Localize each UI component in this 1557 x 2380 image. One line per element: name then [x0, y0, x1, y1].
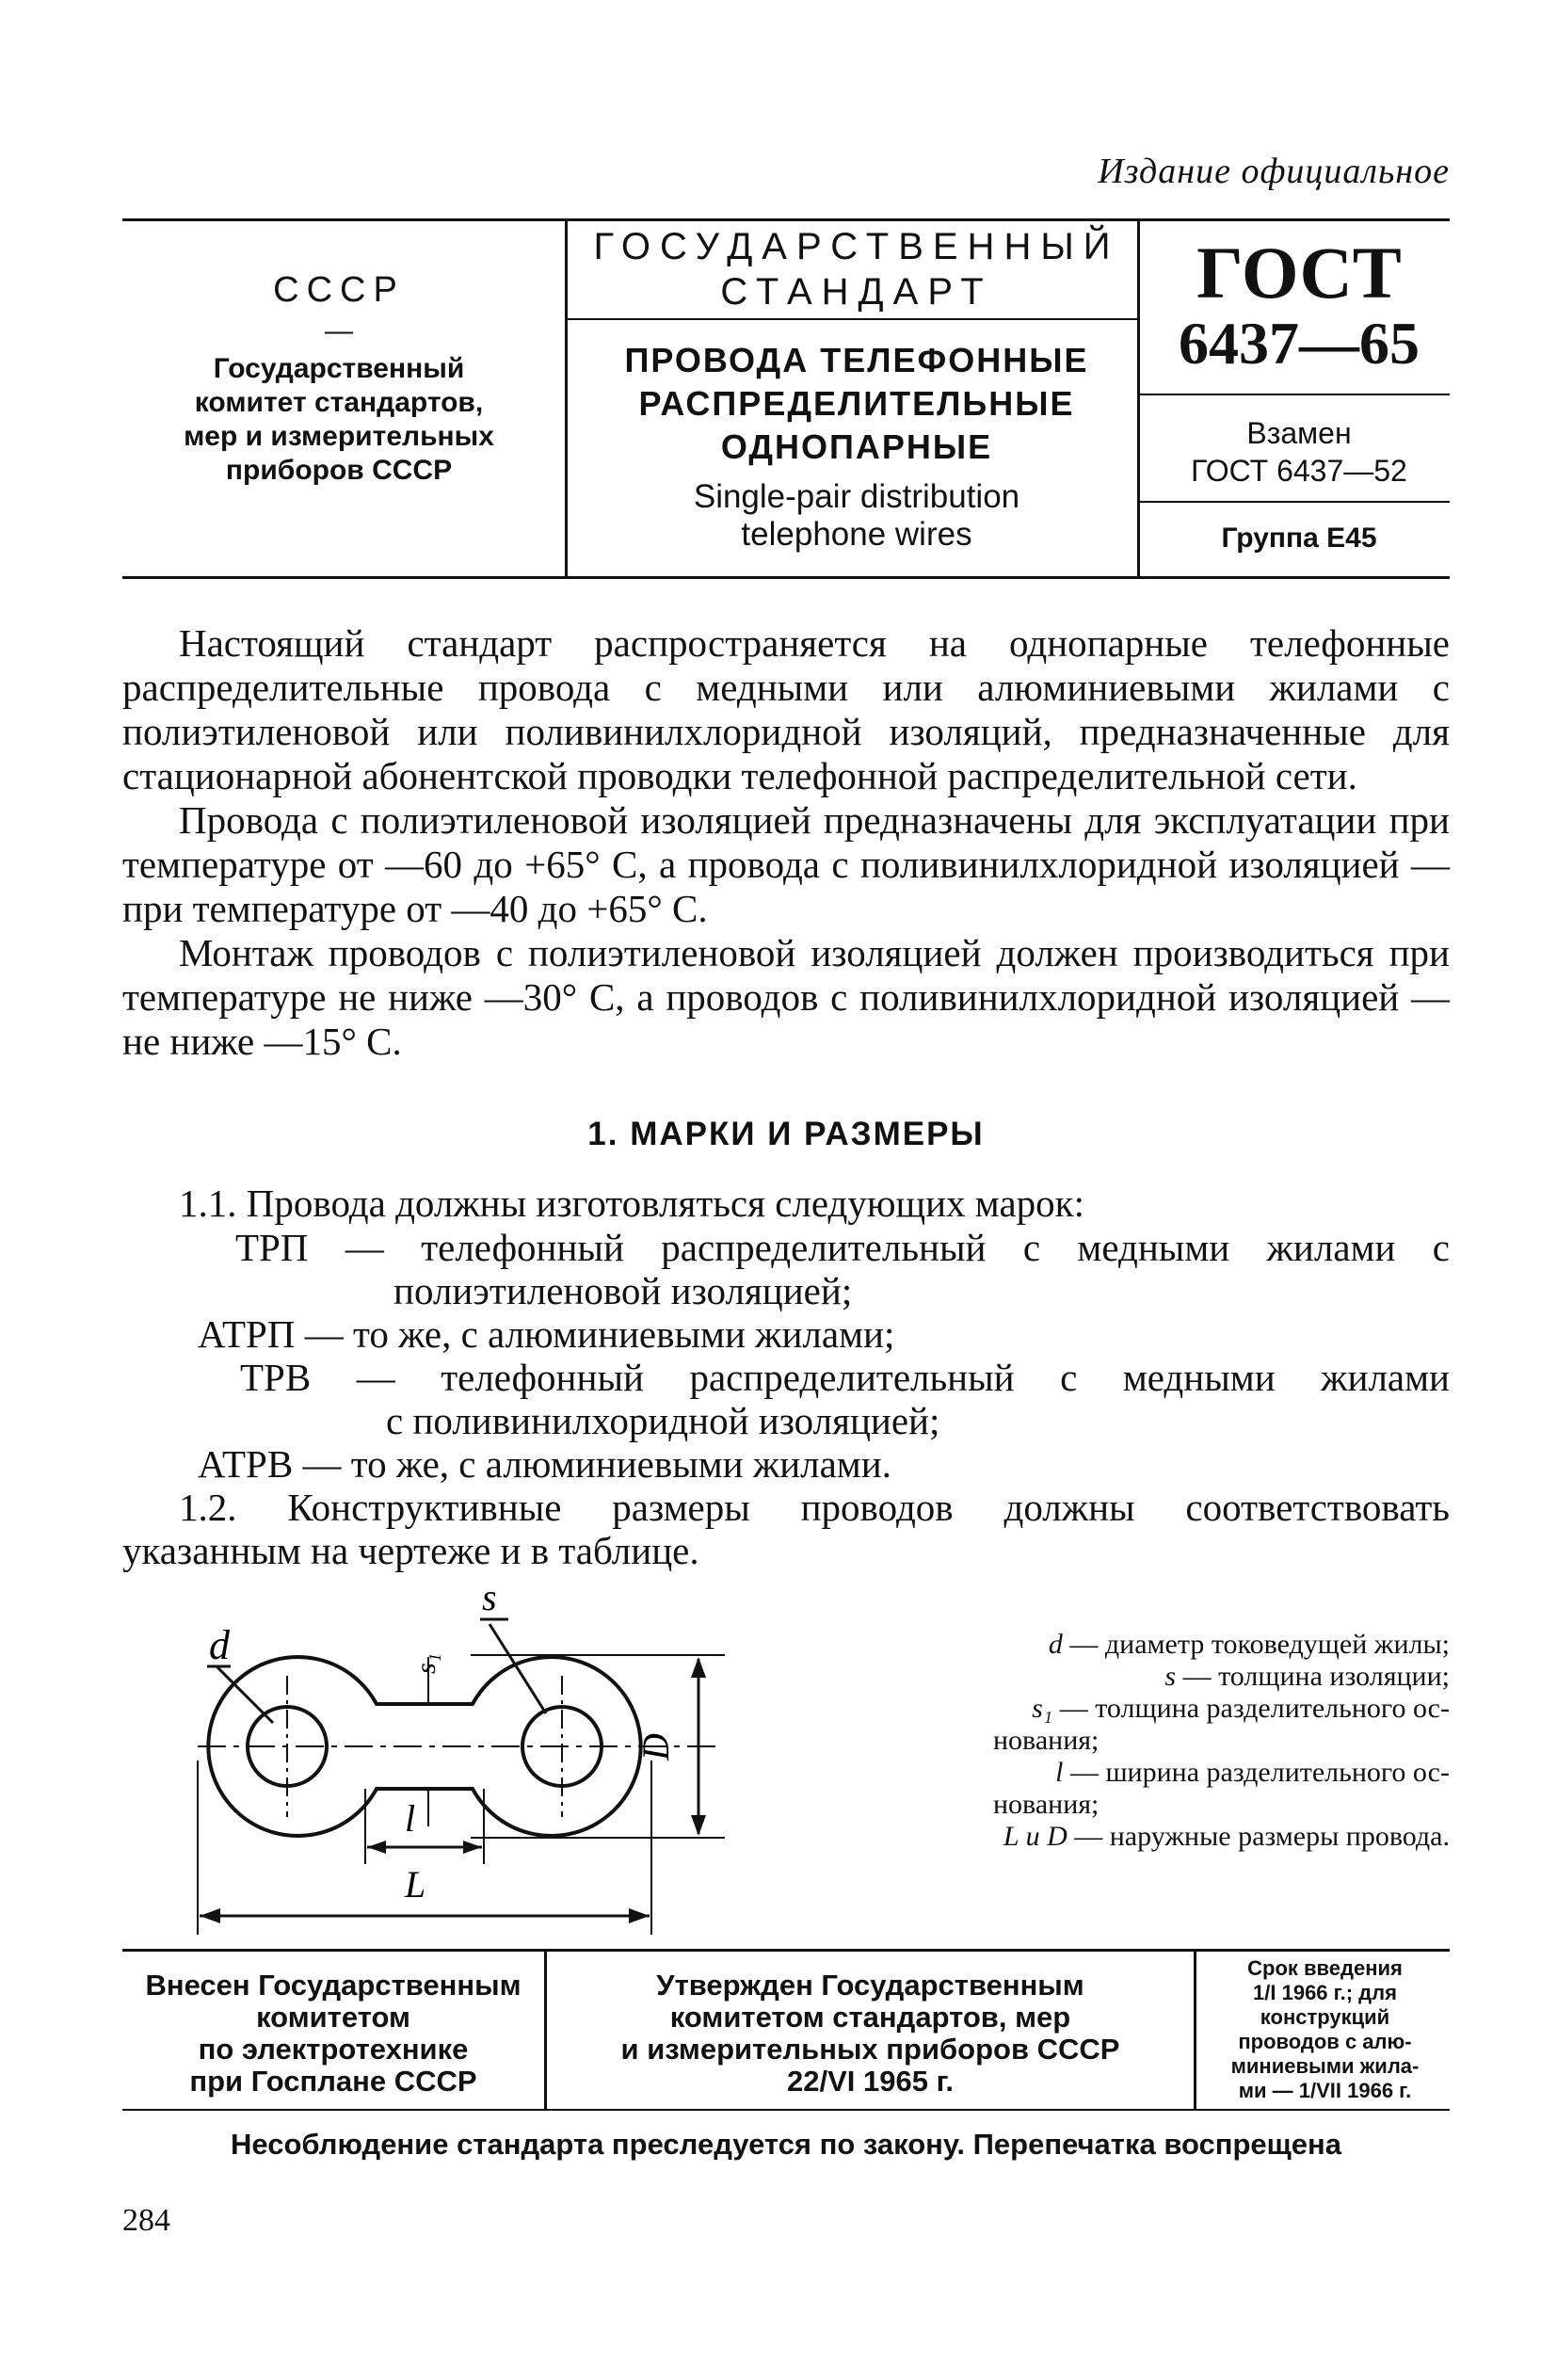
- document-title-ru: [574, 339, 1139, 469]
- gost-label: ГОСТ: [1196, 232, 1402, 314]
- legend-item: [828, 1821, 1450, 1853]
- committee-line: комитет стандартов,: [194, 387, 484, 418]
- label-s1: s₁: [410, 1652, 441, 1674]
- issuer-cell: [122, 270, 555, 488]
- replaces-line: ГОСТ 6437—52: [1191, 454, 1407, 488]
- footer-bottom-rule: [122, 2109, 1450, 2111]
- clause-1-1: 1.1. Провода должны изготовляться следующих марок:: [179, 1182, 1084, 1225]
- brand-atrp: АТРП — то же, с алюминиевыми жилами;: [198, 1312, 895, 1356]
- l-arrow-left: [367, 1841, 386, 1854]
- approved-line: и измерительных приборов СССР: [620, 2033, 1120, 2066]
- committee-line: мер и измерительных: [184, 421, 494, 452]
- approved-line: Утвержден Государственным: [656, 1969, 1084, 2002]
- legend-text: — ширина разделительного ос-: [1063, 1757, 1450, 1788]
- introduced-line: Внесен Государственным: [145, 1969, 522, 2002]
- legend-text: нования;: [993, 1789, 1100, 1820]
- edition-label: Издание официальное: [1098, 152, 1450, 191]
- legend-text: — толщина изоляции;: [1176, 1661, 1450, 1692]
- clause-1-2-cont: указанным на чертеже и в таблице.: [122, 1529, 699, 1572]
- page-number: 284: [122, 2203, 170, 2238]
- label-L: L: [405, 1863, 426, 1906]
- approved-by: [547, 1970, 1194, 2098]
- legend-item: [828, 1693, 1450, 1725]
- state-standard-label: [574, 224, 1139, 314]
- label-d: d: [209, 1622, 230, 1668]
- legend-symbol: l: [1055, 1757, 1064, 1788]
- legend-item: [828, 1725, 1450, 1757]
- committee-line: приборов СССР: [225, 455, 453, 486]
- gost-number: 6437—65: [1179, 310, 1420, 377]
- intro-paragraph: Настоящий стандарт распространяется на однопарные телефонные распределительные провода с медными или алюминиевыми жилами с полиэтиленовой или поливинилхлоридной изоляций, предназначенные для стационарной абонентской проводки телефонной распределительной сети.: [122, 621, 1450, 797]
- introduced-line: по электротехнике: [198, 2033, 469, 2066]
- effective-line: конструкций: [1260, 2005, 1390, 2029]
- replaces-line: Взамен: [1246, 416, 1352, 450]
- title-en-line: telephone wires: [741, 516, 972, 553]
- L-arrow-right: [629, 1908, 650, 1923]
- footer-divider-2: [1194, 1949, 1196, 2111]
- intro-text: [122, 621, 1450, 1064]
- state-standard-line: ГОСУДАРСТВЕННЫЙ: [593, 226, 1120, 267]
- introduced-line: при Госплане СССР: [189, 2065, 477, 2098]
- wire-cross-section-drawing: [188, 1572, 753, 1939]
- title-ru-line: РАСПРЕДЕЛИТЕЛЬНЫЕ: [638, 384, 1075, 423]
- title-ru-line: ПРОВОДА ТЕЛЕФОННЫЕ: [624, 341, 1089, 379]
- effective-line: Срок введения: [1247, 1956, 1403, 1980]
- header-divider-1: [565, 218, 568, 579]
- l-arrow-right: [463, 1841, 482, 1854]
- brand-trv: ТРВ — телефонный распределительный с медными жилами: [240, 1356, 1450, 1399]
- header-top-rule: [122, 218, 1450, 221]
- legend-symbol: L и D: [1003, 1821, 1067, 1852]
- committee-line: Государственный: [213, 353, 465, 384]
- gost-rule: [1140, 394, 1450, 395]
- legend-item: [828, 1629, 1450, 1661]
- legend-text: — диаметр токоведущей жилы;: [1062, 1629, 1450, 1660]
- effective-line: миниевыми жила-: [1230, 2054, 1420, 2078]
- legend-symbol: s₁: [1032, 1693, 1053, 1724]
- brand-atrv: АТРВ — то же, с алюминиевыми жилами.: [198, 1442, 891, 1486]
- section-title: 1. МАРКИ И РАЗМЕРЫ: [587, 1116, 985, 1152]
- document-title-en: [574, 478, 1139, 554]
- label-s: s: [482, 1576, 497, 1618]
- drawing-legend: [828, 1629, 1450, 1853]
- title-ru-line: ОДНОПАРНЫЕ: [720, 427, 993, 466]
- effective-line: 1/I 1966 г.; для: [1253, 1981, 1397, 2004]
- approved-line: комитетом стандартов, мер: [669, 2001, 1071, 2034]
- intro-paragraph: Монтаж проводов с полиэтиленовой изоляцией должен производиться при температуре не ниже —30° С, а проводов с поливинилхлоридной изоляцией — не ниже —15° С.: [122, 931, 1450, 1063]
- brand-trp: ТРП — телефонный распределительный с медными жилами с: [235, 1226, 1450, 1269]
- clause-1-2: 1.2. Конструктивные размеры проводов должны соответствовать: [179, 1486, 1450, 1529]
- label-D: D: [634, 1733, 677, 1761]
- state-standard-line: СТАНДАРТ: [720, 271, 993, 313]
- effective-line: проводов с алю-: [1238, 2030, 1412, 2053]
- legend-item: [828, 1789, 1450, 1821]
- D-arrow-top: [691, 1657, 706, 1678]
- legend-text: нования;: [993, 1725, 1100, 1756]
- title-en-line: Single-pair distribution: [693, 478, 1020, 515]
- D-arrow-bottom: [691, 1815, 706, 1836]
- ussr-dash: —: [325, 315, 353, 346]
- brand-trv-cont: с поливинилхоридной изоляцией;: [386, 1399, 940, 1442]
- s-leader: [490, 1624, 546, 1713]
- legend-symbol: d: [1048, 1629, 1063, 1660]
- approved-line: 22/VI 1965 г.: [787, 2065, 954, 2098]
- legend-text: — толщина разделительного ос-: [1052, 1693, 1450, 1724]
- introduced-line: комитетом: [256, 2001, 410, 2034]
- copyright-notice: Несоблюдение стандарта преследуется по закону. Перепечатка воспрещена: [230, 2128, 1342, 2161]
- intro-paragraph: Провода с полиэтиленовой изоляцией предназначены для эксплуатации при температуре от —60 до +65° С, а провода с поливинилхлоридной изоляцией — при температуре от —40 до +65° С.: [122, 798, 1450, 930]
- footer-top-rule: [122, 1949, 1450, 1952]
- ussr-label: СССР: [273, 270, 405, 310]
- replaces-note: [1144, 414, 1454, 490]
- header-bottom-rule: [122, 576, 1450, 579]
- group-label: Группа Е45: [1221, 523, 1377, 554]
- label-l: l: [405, 1797, 416, 1840]
- effective-line: ми — 1/VII 1966 г.: [1238, 2079, 1412, 2102]
- legend-symbol: s: [1164, 1661, 1177, 1692]
- legend-item: [828, 1757, 1450, 1789]
- state-std-rule: [568, 318, 1137, 320]
- brand-trp-cont: полиэтиленовой изоляцией;: [393, 1269, 853, 1312]
- replaces-rule: [1140, 501, 1450, 503]
- legend-item: [828, 1661, 1450, 1693]
- introduced-by: [122, 1970, 544, 2098]
- legend-text: — наружные размеры провода.: [1067, 1821, 1450, 1852]
- effective-date: [1200, 1956, 1450, 2103]
- L-arrow-left: [200, 1908, 220, 1923]
